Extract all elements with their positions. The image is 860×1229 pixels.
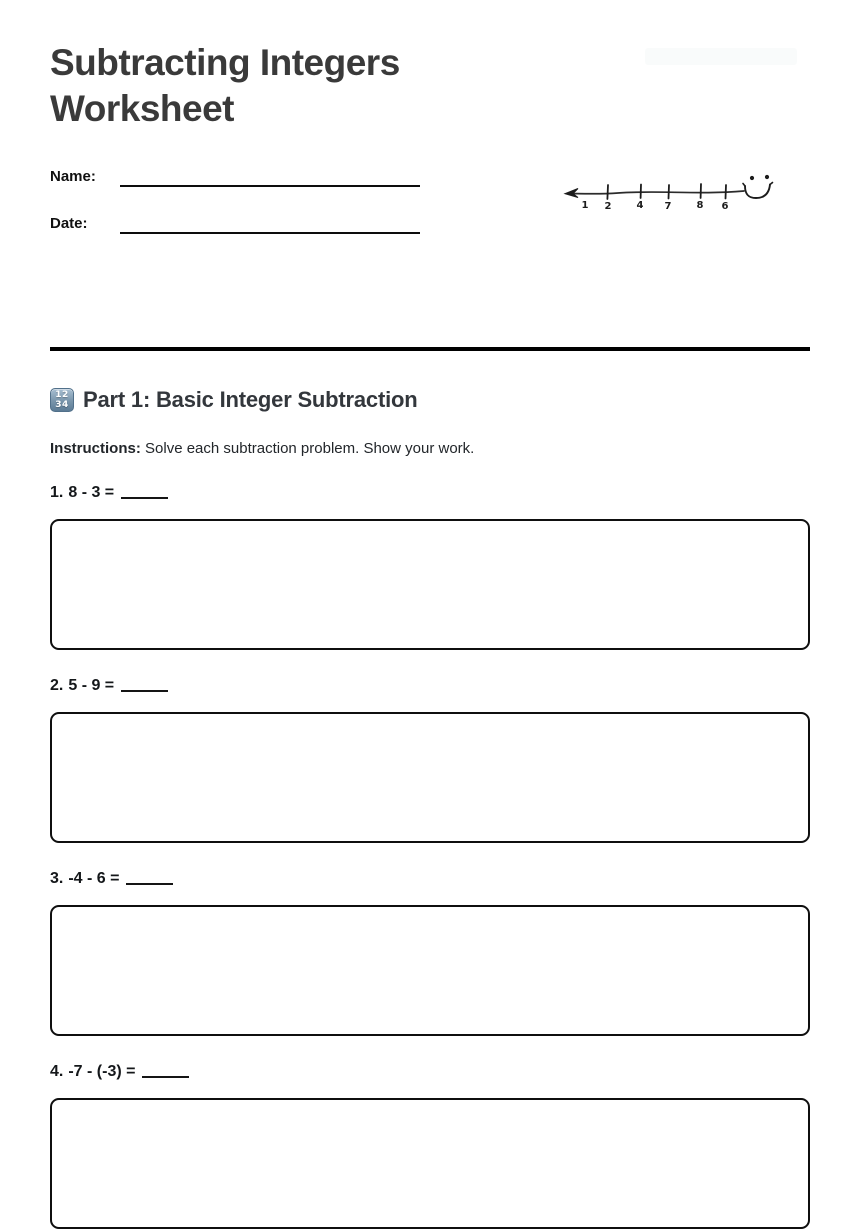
name-field-row <box>50 164 470 188</box>
date-write-line[interactable] <box>120 232 420 234</box>
part1-heading: Part 1: Basic Integer Subtraction <box>83 387 418 412</box>
name-write-line[interactable] <box>120 185 420 187</box>
problem-1-expression: 8 - 3 = <box>68 484 115 501</box>
tick-label-6: 6 <box>721 201 729 212</box>
date-label: Date: <box>50 215 88 232</box>
problem-4-number: 4. <box>50 1063 64 1080</box>
problem-3-answer-blank[interactable] <box>126 883 173 885</box>
tick-label-3: 4 <box>636 200 644 211</box>
tick-label-1: 1 <box>581 200 589 211</box>
problem-1-number: 1. <box>50 484 64 501</box>
problem-3-label <box>50 870 810 889</box>
name-label: Name: <box>50 168 96 185</box>
input-numbers-icon-top: 12 <box>55 390 69 400</box>
tick-label-2: 2 <box>604 201 612 212</box>
number-line-smiley-icon <box>558 166 780 214</box>
problem-1-work-box[interactable] <box>50 519 810 650</box>
problem-3 <box>50 870 810 1036</box>
instructions-label: Instructions: <box>50 440 141 457</box>
input-numbers-icon <box>50 388 74 412</box>
smiley-icon <box>743 175 773 198</box>
part1-heading-row <box>50 387 810 413</box>
problem-4-label <box>50 1063 810 1082</box>
problem-1 <box>50 484 810 650</box>
page-title: Subtracting Integers Worksheet <box>50 42 400 129</box>
instructions-body: Solve each subtraction problem. Show your work. <box>140 440 475 457</box>
problem-2-expression: 5 - 9 = <box>68 677 115 694</box>
faint-watermark <box>645 48 797 65</box>
problem-3-number: 3. <box>50 870 64 887</box>
problem-4-expression: -7 - (-3) = <box>68 1063 136 1080</box>
problem-1-label <box>50 484 810 503</box>
problem-2-work-box[interactable] <box>50 712 810 843</box>
instructions-text <box>50 440 810 457</box>
tick-label-4: 7 <box>664 201 672 212</box>
input-numbers-icon-bottom: 34 <box>55 400 69 410</box>
problem-2-answer-blank[interactable] <box>121 690 168 692</box>
section-divider <box>50 347 810 351</box>
date-field-row <box>50 211 470 235</box>
problem-1-answer-blank[interactable] <box>121 497 168 499</box>
problem-4-answer-blank[interactable] <box>142 1076 189 1078</box>
number-line-doodle <box>558 166 780 219</box>
problem-2-label <box>50 677 810 696</box>
problem-3-expression: -4 - 6 = <box>68 870 120 887</box>
problem-3-work-box[interactable] <box>50 905 810 1036</box>
problem-4 <box>50 1063 810 1229</box>
problem-4-work-box[interactable] <box>50 1098 810 1229</box>
tick-label-5: 8 <box>696 200 704 211</box>
student-fields <box>50 164 470 235</box>
problem-2-number: 2. <box>50 677 64 694</box>
problem-2 <box>50 677 810 843</box>
